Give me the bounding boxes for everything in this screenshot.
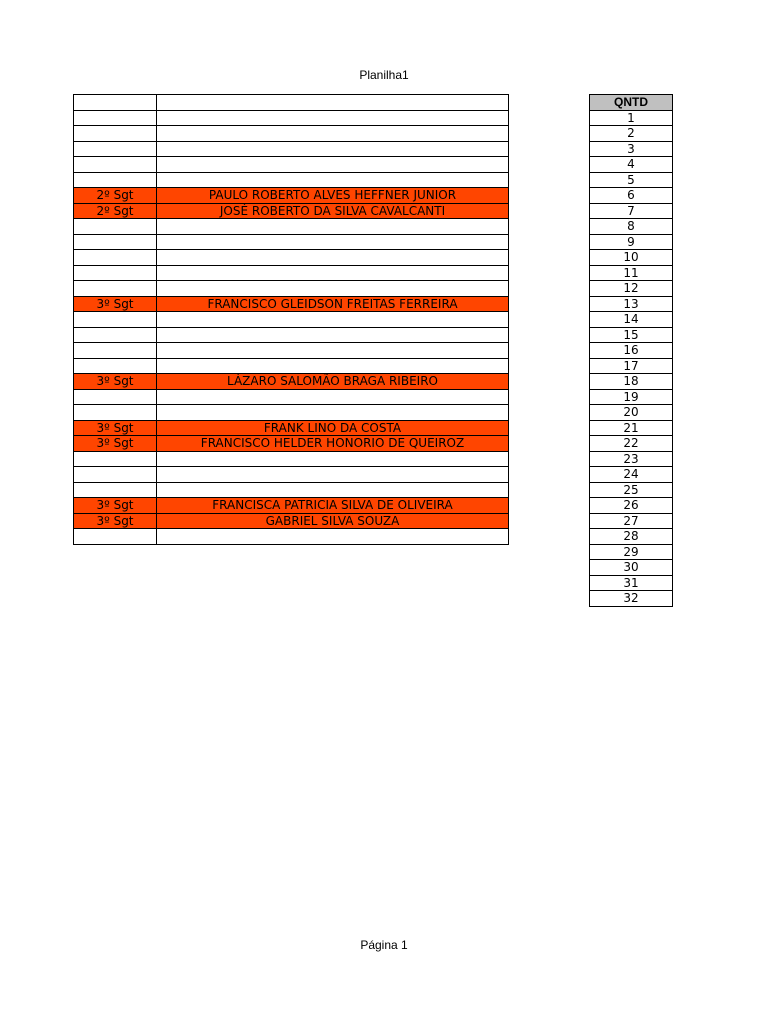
qntd-row (590, 498, 673, 514)
qntd-cell[interactable]: 17 (590, 358, 673, 374)
qntd-row (590, 544, 673, 560)
roster-row (74, 126, 509, 142)
roster-body (74, 95, 509, 545)
qntd-cell[interactable]: 23 (590, 451, 673, 467)
rank-cell[interactable] (74, 157, 157, 173)
page-footer: Página 1 (360, 938, 408, 952)
roster-row (74, 405, 509, 421)
qntd-row (590, 234, 673, 250)
sheet-title: Planilha1 (359, 68, 409, 82)
roster-row (74, 172, 509, 188)
roster-row (74, 234, 509, 250)
qntd-row (590, 312, 673, 328)
rank-cell[interactable] (74, 482, 157, 498)
name-cell[interactable] (157, 141, 509, 157)
qntd-cell[interactable]: 8 (590, 219, 673, 235)
rank-cell[interactable]: 3º Sgt (74, 374, 157, 390)
roster-row (74, 250, 509, 266)
roster-row (74, 188, 509, 204)
rank-cell[interactable] (74, 451, 157, 467)
roster-row (74, 436, 509, 452)
name-cell[interactable] (157, 312, 509, 328)
roster-row (74, 343, 509, 359)
qntd-cell[interactable]: 26 (590, 498, 673, 514)
qntd-row (590, 389, 673, 405)
qntd-row (590, 219, 673, 235)
rank-cell[interactable] (74, 126, 157, 142)
roster-row (74, 389, 509, 405)
name-cell[interactable] (157, 234, 509, 250)
qntd-row (590, 141, 673, 157)
rank-cell[interactable] (74, 234, 157, 250)
qntd-cell[interactable]: 29 (590, 544, 673, 560)
qntd-row (590, 529, 673, 545)
qntd-cell[interactable]: 9 (590, 234, 673, 250)
name-cell[interactable] (157, 405, 509, 421)
qntd-row (590, 560, 673, 576)
qntd-cell[interactable]: 14 (590, 312, 673, 328)
qntd-row (590, 482, 673, 498)
qntd-cell[interactable]: 2 (590, 126, 673, 142)
qntd-header[interactable]: QNTD (590, 95, 673, 111)
qntd-cell[interactable]: 24 (590, 467, 673, 483)
roster-row (74, 374, 509, 390)
rank-cell[interactable] (74, 110, 157, 126)
rank-cell[interactable] (74, 141, 157, 157)
qntd-row (590, 327, 673, 343)
qntd-cell[interactable]: 4 (590, 157, 673, 173)
rank-cell[interactable] (74, 327, 157, 343)
qntd-cell[interactable]: 31 (590, 575, 673, 591)
qntd-cell[interactable]: 13 (590, 296, 673, 312)
roster-row (74, 467, 509, 483)
name-cell[interactable]: LÁZARO SALOMÃO BRAGA RIBEIRO (157, 374, 509, 390)
name-cell[interactable] (157, 265, 509, 281)
name-cell[interactable] (157, 451, 509, 467)
rank-cell[interactable]: 3º Sgt (74, 498, 157, 514)
qntd-row (590, 281, 673, 297)
qntd-row (590, 343, 673, 359)
qntd-cell[interactable]: 25 (590, 482, 673, 498)
roster-row (74, 327, 509, 343)
qntd-row (590, 203, 673, 219)
qntd-row (590, 420, 673, 436)
qntd-row (590, 513, 673, 529)
roster-row (74, 498, 509, 514)
rank-cell[interactable]: 3º Sgt (74, 420, 157, 436)
qntd-row (590, 265, 673, 281)
qntd-cell[interactable]: 28 (590, 529, 673, 545)
qntd-row (590, 157, 673, 173)
qntd-body (590, 110, 673, 606)
rank-cell[interactable] (74, 265, 157, 281)
name-cell[interactable]: FRANCISCO GLEIDSON FREITAS FERREIRA (157, 296, 509, 312)
name-cell[interactable] (157, 529, 509, 545)
name-cell[interactable] (157, 126, 509, 142)
rank-cell[interactable] (74, 467, 157, 483)
qntd-row (590, 358, 673, 374)
roster-row (74, 219, 509, 235)
rank-cell[interactable]: 2º Sgt (74, 188, 157, 204)
name-cell[interactable] (157, 157, 509, 173)
rank-cell[interactable]: 3º Sgt (74, 436, 157, 452)
qntd-row (590, 126, 673, 142)
rank-cell[interactable] (74, 172, 157, 188)
qntd-cell[interactable]: 11 (590, 265, 673, 281)
rank-cell[interactable] (74, 529, 157, 545)
roster-row (74, 203, 509, 219)
qntd-row (590, 575, 673, 591)
roster-row (74, 265, 509, 281)
roster-row (74, 281, 509, 297)
qntd-cell[interactable]: 15 (590, 327, 673, 343)
qntd-table (589, 94, 673, 607)
roster-row (74, 296, 509, 312)
name-cell[interactable] (157, 358, 509, 374)
qntd-row (590, 467, 673, 483)
qntd-row (590, 172, 673, 188)
rank-cell[interactable] (74, 219, 157, 235)
qntd-cell[interactable]: 27 (590, 513, 673, 529)
qntd-row (590, 374, 673, 390)
qntd-row (590, 451, 673, 467)
name-cell[interactable] (157, 327, 509, 343)
name-cell[interactable] (157, 467, 509, 483)
name-cell[interactable] (157, 389, 509, 405)
name-cell[interactable]: GABRIEL SILVA SOUZA (157, 513, 509, 529)
roster-table (73, 94, 509, 545)
qntd-cell[interactable]: 10 (590, 250, 673, 266)
name-cell[interactable] (157, 219, 509, 235)
rank-cell[interactable] (74, 389, 157, 405)
rank-cell[interactable] (74, 358, 157, 374)
name-cell[interactable]: FRANCISCO HELDER HONORIO DE QUEIROZ (157, 436, 509, 452)
roster-row (74, 95, 509, 111)
qntd-row (590, 250, 673, 266)
roster-row (74, 482, 509, 498)
qntd-row (590, 188, 673, 204)
rank-cell[interactable] (74, 95, 157, 111)
name-cell[interactable] (157, 482, 509, 498)
qntd-cell[interactable]: 21 (590, 420, 673, 436)
name-cell[interactable]: FRANCISCA PATRICIA SILVA DE OLIVEIRA (157, 498, 509, 514)
qntd-row (590, 436, 673, 452)
name-cell[interactable] (157, 172, 509, 188)
qntd-cell[interactable]: 19 (590, 389, 673, 405)
name-cell[interactable] (157, 110, 509, 126)
qntd-row (590, 110, 673, 126)
roster-row (74, 451, 509, 467)
name-cell[interactable]: JOSÉ ROBERTO DA SILVA CAVALCANTI (157, 203, 509, 219)
qntd-cell[interactable]: 30 (590, 560, 673, 576)
name-cell[interactable] (157, 281, 509, 297)
roster-row (74, 420, 509, 436)
name-cell[interactable] (157, 250, 509, 266)
roster-row (74, 358, 509, 374)
rank-cell[interactable] (74, 312, 157, 328)
roster-row (74, 110, 509, 126)
rank-cell[interactable]: 3º Sgt (74, 296, 157, 312)
name-cell[interactable]: FRANK LINO DA COSTA (157, 420, 509, 436)
qntd-cell[interactable]: 18 (590, 374, 673, 390)
roster-row (74, 312, 509, 328)
qntd-cell[interactable]: 5 (590, 172, 673, 188)
rank-cell[interactable]: 2º Sgt (74, 203, 157, 219)
qntd-cell[interactable]: 6 (590, 188, 673, 204)
qntd-cell[interactable]: 7 (590, 203, 673, 219)
qntd-cell[interactable]: 1 (590, 110, 673, 126)
qntd-header-row (590, 95, 673, 111)
qntd-cell[interactable]: 32 (590, 591, 673, 607)
roster-row (74, 529, 509, 545)
rank-cell[interactable]: 3º Sgt (74, 513, 157, 529)
qntd-cell[interactable]: 12 (590, 281, 673, 297)
qntd-row (590, 296, 673, 312)
qntd-cell[interactable]: 3 (590, 141, 673, 157)
qntd-cell[interactable]: 20 (590, 405, 673, 421)
roster-row (74, 157, 509, 173)
qntd-cell[interactable]: 22 (590, 436, 673, 452)
rank-cell[interactable] (74, 250, 157, 266)
name-cell[interactable]: PAULO ROBERTO ALVES HEFFNER JUNIOR (157, 188, 509, 204)
rank-cell[interactable] (74, 405, 157, 421)
qntd-row (590, 591, 673, 607)
qntd-row (590, 405, 673, 421)
roster-row (74, 513, 509, 529)
rank-cell[interactable] (74, 343, 157, 359)
name-cell[interactable] (157, 95, 509, 111)
roster-row (74, 141, 509, 157)
name-cell[interactable] (157, 343, 509, 359)
rank-cell[interactable] (74, 281, 157, 297)
qntd-cell[interactable]: 16 (590, 343, 673, 359)
